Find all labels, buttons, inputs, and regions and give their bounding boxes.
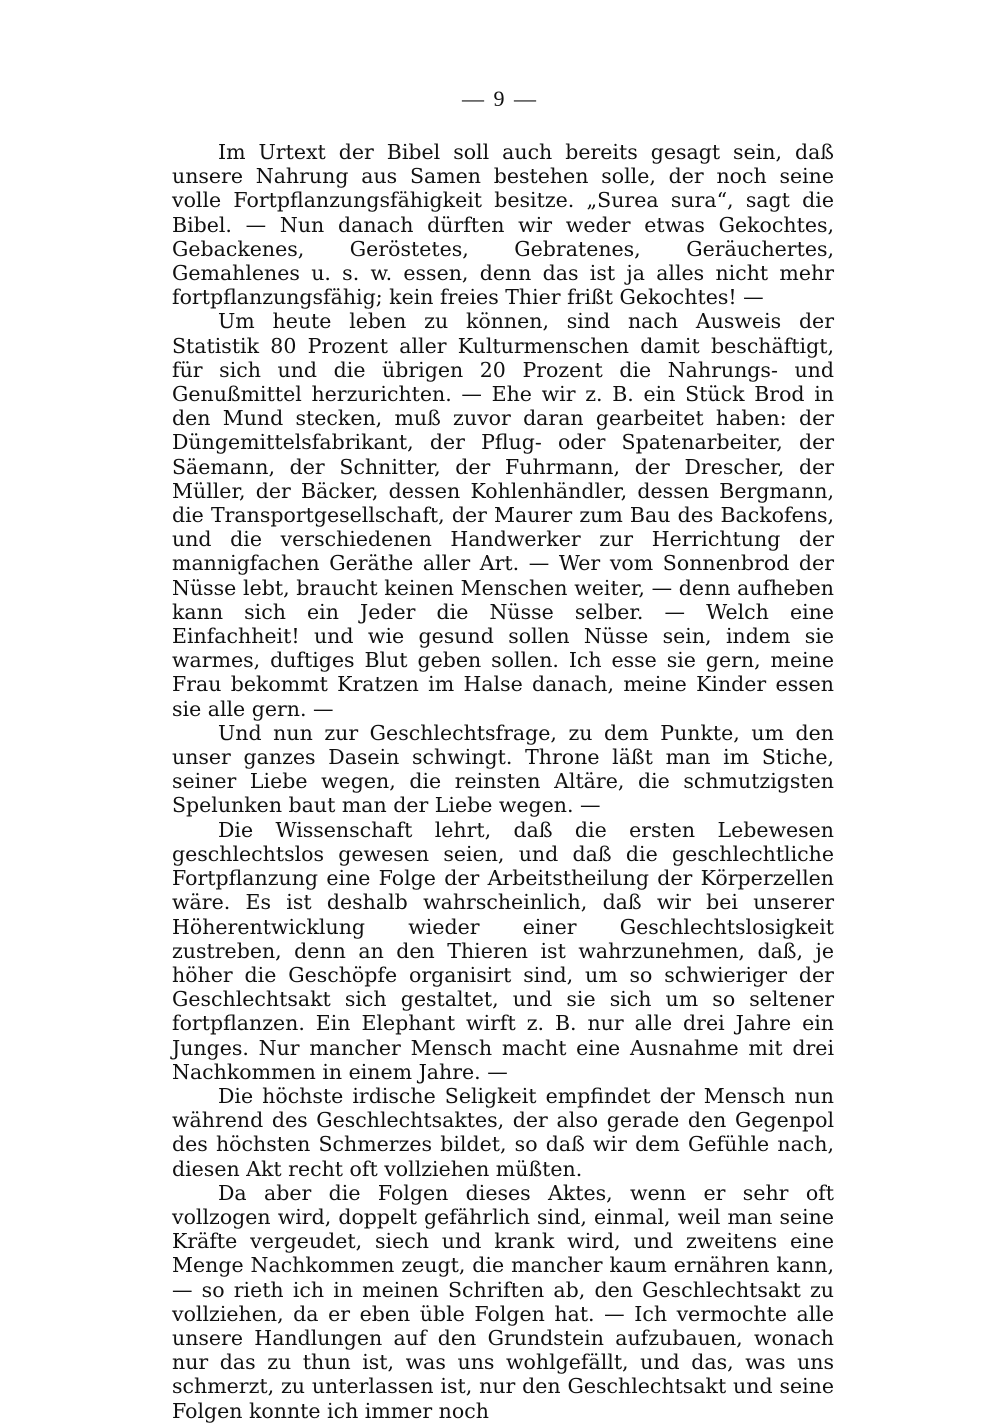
paragraph: Die höchste irdische Seligkeit empfindet der Mensch nun während des Geschlechtsaktes, der also gerade den Gegenpol des höchsten Schmerzes bildet, so daß wir dem Gefühle nach, diesen Akt recht oft vollziehen müßten. bbox=[172, 1083, 834, 1181]
paragraph: Im Urtext der Bibel soll auch bereits gesagt sein, daß unsere Nahrung aus Samen bestehen solle, der noch seine volle Fortpflanzungsfähigkeit besitze. „Surea sura“, sagt die Bibel. — Nun danach dürften wir weder etwas Gekochtes, Gebackenes, Geröstetes, Gebratenes, Geräuchertes, Gemahlenes u. s. w. essen, denn das ist ja alles nicht mehr fortpflanzungsfähig; kein freies Thier frißt Gekochtes! — bbox=[172, 140, 834, 310]
paragraph: Um heute leben zu können, sind nach Ausweis der Statistik 80 Prozent aller Kulturmenschen damit beschäftigt, für sich und die übrigen 20 Prozent die Nahrungs- und Genußmittel herzurichten. — Ehe wir z. B. ein Stück Brod in den Mund stecken, muß zuvor daran gearbeitet haben: der Düngemittelsfabrikant, der Pflug- oder Spatenarbeiter, der Säemann, der Schnitter, der Fuhrmann, der Drescher, der Müller, der Bäcker, dessen Kohlenhändler, dessen Bergmann, die Transportgesellschaft, der Maurer zum Bau des Backofens, und die verschiedenen Handwerker zur Herrichtung der mannigfachen Geräthe aller Art. — Wer vom Sonnenbrod der Nüsse lebt, braucht keinen Menschen weiter, — denn aufheben kann sich ein Jeder die Nüsse selber. — Welch eine Einfachheit! und wie gesund sollen Nüsse sein, indem sie warmes, duftiges Blut geben sollen. Ich esse sie gern, meine Frau bekommt Kratzen im Halse danach, meine Kinder essen sie alle gern. — bbox=[172, 309, 834, 721]
paragraph: Und nun zur Geschlechtsfrage, zu dem Punkte, um den unser ganzes Dasein schwingt. Throne läßt man im Stiche, seiner Liebe wegen, die reinsten Altäre, die schmutzigsten Spelunken baut man der Liebe wegen. — bbox=[172, 720, 834, 818]
page-number: — 9 — bbox=[462, 86, 538, 111]
body-text bbox=[172, 140, 834, 1423]
paragraph: Die Wissenschaft lehrt, daß die ersten Lebewesen geschlechtslos gewesen seien, und daß die geschlechtliche Fortpflanzung eine Folge der Arbeitstheilung der Körperzellen wäre. Es ist deshalb wahrscheinlich, daß wir bei unserer Höherentwicklung wieder einer Geschlechtslosigkeit zustreben, denn an den Thieren ist wahrzunehmen, daß, je höher die Geschöpfe organisirt sind, um so schwieriger der Geschlechtsakt sich gestaltet, und sie sich um so seltener fortpflanzen. Ein Elephant wirft z. B. nur alle drei Jahre ein Junges. Nur mancher Mensch macht eine Ausnahme mit drei Nachkommen in einem Jahre. — bbox=[172, 817, 834, 1084]
paragraph: Da aber die Folgen dieses Aktes, wenn er sehr oft vollzogen wird, doppelt gefährlich sind, einmal, weil man seine Kräfte vergeudet, siech und krank wird, und zweitens eine Menge Nachkommen zeugt, die mancher kaum ernähren kann, — so rieth ich in meinen Schriften ab, den Geschlechtsakt zu vollziehen, da er eben üble Folgen hat. — Ich vermochte alle unsere Handlungen auf den Grundstein aufzubauen, wonach nur das zu thun ist, was uns wohlgefällt, und das, was uns schmerzt, zu unterlassen ist, nur den Geschlechtsakt und seine Folgen konnte ich immer noch bbox=[172, 1180, 834, 1423]
